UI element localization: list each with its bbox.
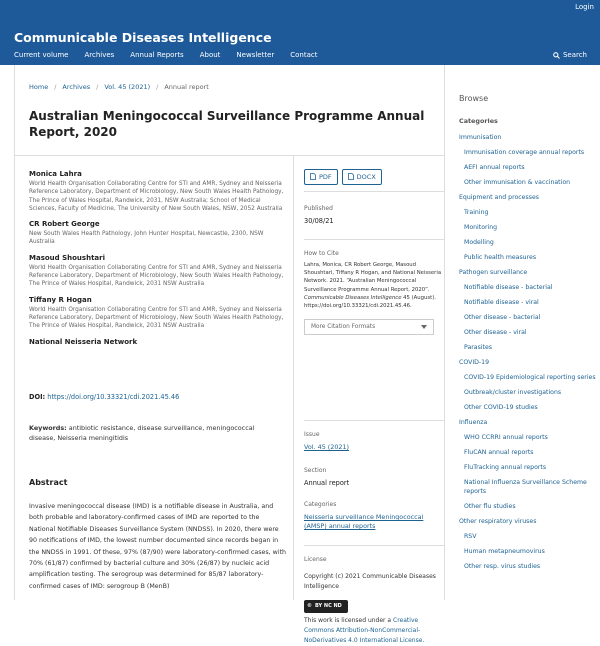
citation-formats-label: More Citation Formats <box>311 324 376 331</box>
author-item <box>29 254 284 289</box>
published-label: Published <box>304 205 333 212</box>
nav-annual-reports[interactable]: Annual Reports <box>130 51 184 59</box>
breadcrumb-archives[interactable]: Archives <box>62 83 91 91</box>
nav-contact[interactable]: Contact <box>290 51 318 59</box>
categories-heading: Categories <box>459 117 498 125</box>
sidebar-subcategory-item[interactable]: RSV <box>464 533 477 540</box>
author-name: Tiffany R Hogan <box>29 295 92 304</box>
section-label: Section <box>304 467 327 474</box>
license-link[interactable]: Creative Commons Attribution-NonCommercial-NoDerivatives 4.0 International License. <box>304 616 425 644</box>
author-name: Monica Lahra <box>29 170 82 178</box>
sidebar-category-item[interactable]: Equipment and processes <box>459 194 539 201</box>
keywords-value: antibiotic resistance, disease surveillance, meningococcal disease, Neisseria meningitidis <box>29 424 255 442</box>
sidebar-subcategory-item[interactable]: Other immunisation & vaccination <box>464 179 571 186</box>
sidebar-subcategory-item[interactable]: Other disease - bacterial <box>464 314 541 321</box>
cc-icon: © <box>307 603 312 609</box>
author-list <box>29 170 284 353</box>
author-name: CR Robert George <box>29 220 100 229</box>
license-text <box>304 616 444 646</box>
sidebar-subcategory-item[interactable]: Human metapneumovirus <box>464 548 545 555</box>
sidebar-category-item[interactable]: Pathogen surveillance <box>459 269 528 276</box>
sidebar-subcategory-item[interactable]: Immunisation coverage annual reports <box>464 149 585 156</box>
search-icon <box>553 52 560 59</box>
docx-label: DOCX <box>356 172 376 181</box>
breadcrumb-home[interactable]: Home <box>29 83 49 91</box>
copyright-text: Copyright (c) 2021 Communicable Diseases Intelligence <box>304 573 436 590</box>
chevron-down-icon <box>421 325 427 329</box>
citation-tail: 45 (August). https://doi.org/10.33321/cdi.2021.45.46. <box>304 294 436 310</box>
author-item <box>29 338 284 346</box>
cc-badge-text: BY NC ND <box>315 603 342 609</box>
license-label: License <box>304 556 327 563</box>
sidebar-category-item[interactable]: Immunisation <box>459 134 502 141</box>
breadcrumb <box>29 83 209 91</box>
sidebar-category-item[interactable]: Other respiratory viruses <box>459 518 537 525</box>
file-icon <box>348 173 354 180</box>
sidebar-subcategory-item[interactable]: Parasites <box>464 344 492 351</box>
divider <box>304 191 444 192</box>
category-link[interactable]: Neisseria surveillance Meningococcal (AMSP) annual reports <box>304 513 424 530</box>
sidebar-subcategory-item[interactable]: WHO CCRRI annual reports <box>464 434 548 441</box>
sidebar-category-item[interactable]: Influenza <box>459 419 488 426</box>
keywords-label: Keywords: <box>29 424 67 432</box>
author-item <box>29 220 284 247</box>
nav-newsletter[interactable]: Newsletter <box>236 51 275 59</box>
abstract-heading: Abstract <box>29 478 68 487</box>
column-divider <box>293 155 294 600</box>
nav-archives[interactable]: Archives <box>84 51 115 59</box>
doi-line <box>29 393 179 401</box>
sidebar-subcategory-item[interactable]: Monitoring <box>464 224 498 231</box>
citation-block <box>304 250 444 335</box>
author-affiliation: New South Wales Health Pathology, John Hunter Hospital, Newcastle, 2300, NSW Australia <box>29 231 264 246</box>
sidebar-subcategory-item[interactable]: Other flu studies <box>464 503 516 510</box>
doi-link[interactable]: https://doi.org/10.33321/cdi.2021.45.46 <box>47 393 180 401</box>
cite-label: How to Cite <box>304 250 339 257</box>
breadcrumb-separator: / <box>96 83 99 91</box>
breadcrumb-issue[interactable]: Vol. 45 (2021) <box>104 83 151 91</box>
categories-label: Categories <box>304 501 337 508</box>
category-list <box>459 133 599 571</box>
published-block <box>304 205 334 225</box>
categories-block <box>304 501 444 531</box>
sidebar-subcategory-item[interactable]: Public health measures <box>464 254 537 261</box>
author-affiliation: World Health Organisation Collaborating Centre for STI and AMR, Sydney and Neisseria Reference Laboratory, Department of Microbiology, New South Wales Health Pathology, The Prince of Wales Hospital, Randwick, 2031 NSW Australia <box>29 306 284 330</box>
pdf-button[interactable] <box>304 169 338 185</box>
page-title: Australian Meningococcal Surveillance Programme Annual Report, 2020 <box>29 109 425 139</box>
author-name: Masoud Shoushtari <box>29 253 105 262</box>
search-button[interactable] <box>553 51 587 59</box>
divider <box>304 420 444 421</box>
nav-about[interactable]: About <box>199 51 221 59</box>
divider <box>304 545 444 546</box>
author-item <box>29 296 284 331</box>
author-affiliation: World Health Organisation Collaborating Centre for STI and AMR, Sydney and Neisseria Reference Laboratory, Department of Microbiology, New South Wales Health Pathology, The Prince of Wales Hospital, Randwick, 2031 NSW Australia <box>29 264 284 288</box>
section-value: Annual report <box>304 479 350 487</box>
sidebar-subcategory-item[interactable]: National Influenza Surveillance Scheme reports <box>464 479 587 495</box>
login-link[interactable]: Login <box>575 3 594 11</box>
breadcrumb-separator: / <box>54 83 57 91</box>
search-label: Search <box>562 51 587 59</box>
sidebar-subcategory-item[interactable]: Outbreak/cluster investigations <box>464 389 562 396</box>
site-header <box>0 0 600 65</box>
doi-label: DOI: <box>29 393 46 401</box>
sidebar-subcategory-item[interactable]: AEFI annual reports <box>464 164 525 171</box>
author-affiliation: World Health Organisation Collaborating Centre for STI and AMR, Sydney and Neisseria Reference Laboratory, Department of Microbiology, New South Wales Health Pathology, The Prince of Wales Hospital, Randwick, 2031, NSW Australia; School of Medical Sciences, Faculty of Medicine, The University of New South Wales, NSW, 2052 Australia <box>29 181 284 212</box>
sidebar-subcategory-item[interactable]: Other resp. virus studies <box>464 563 541 570</box>
author-name: National Neisseria Network <box>29 337 138 346</box>
license-block <box>304 556 444 646</box>
galley-links <box>304 165 386 185</box>
citation-journal: Communicable Diseases Intelligence <box>304 294 402 301</box>
sidebar-subcategory-item[interactable]: FluTracking annual reports <box>464 464 547 471</box>
nav-current-volume[interactable]: Current volume <box>14 51 69 59</box>
cc-license-badge[interactable] <box>304 600 348 613</box>
article-main <box>14 65 445 644</box>
divider <box>15 155 444 156</box>
sidebar-subcategory-item[interactable]: Other COVID-19 studies <box>464 404 538 411</box>
license-prefix: This work is licensed under a <box>304 616 394 624</box>
citation-main: Lahra, Monica, CR Robert George, Masoud Shoushtari, Tiffany R Hogan, and National Neisseria Network. 2021. “Australian Meningococcal Surveillance Programme Annual Report, 2020”. <box>304 262 442 293</box>
sidebar-subcategory-item[interactable]: Other disease - viral <box>464 329 527 336</box>
sidebar-category-item[interactable]: COVID-19 <box>459 359 490 366</box>
main-nav <box>14 51 334 59</box>
sidebar-subcategory-item[interactable]: Notifiable disease - bacterial <box>464 284 553 291</box>
published-date: 30/08/21 <box>304 217 334 225</box>
docx-button[interactable] <box>342 169 382 185</box>
sidebar-subcategory-item[interactable]: Modelling <box>464 239 494 246</box>
browse-heading: Browse <box>459 94 489 103</box>
issue-link[interactable]: Vol. 45 (2021) <box>304 443 350 451</box>
file-icon <box>310 173 316 180</box>
sidebar-subcategory-item[interactable]: Notifiable disease - viral <box>464 299 539 306</box>
sidebar <box>459 94 599 577</box>
abstract-text: Invasive meningococcal disease (IMD) is a notifiable disease in Australia, and both probable and laboratory-confirmed cases of IMD are reported to the National Notifiable Diseases Surveillance System (NNDSS). In 2020, there were 90 notifications of IMD, the lowest number documented since records began in the NNDSS in 1991. Of these, 97% (87/90) were laboratory-confirmed cases, with 70% (61/87) confirmed by bacterial culture and 30% (26/87) by nucleic acid amplification testing. The serogroup was determined for 85/87 laboratory-confirmed cases of IMD: serogroup B (MenB) <box>29 503 287 590</box>
keywords <box>29 423 279 443</box>
sidebar-subcategory-item[interactable]: Training <box>464 209 489 216</box>
citation-formats-dropdown[interactable] <box>304 319 434 335</box>
sidebar-subcategory-item[interactable]: FluCAN annual reports <box>464 449 534 456</box>
section-block <box>304 467 349 487</box>
sidebar-subcategory-item[interactable]: COVID-19 Epidemiological reporting series <box>464 374 596 381</box>
issue-label: Issue <box>304 431 320 438</box>
author-item <box>29 170 284 213</box>
divider <box>304 239 444 240</box>
pdf-label: PDF <box>319 172 332 181</box>
breadcrumb-current: Annual report <box>164 83 209 91</box>
citation-text <box>304 261 444 310</box>
breadcrumb-separator: / <box>156 83 159 91</box>
issue-block <box>304 431 349 452</box>
site-title[interactable]: Communicable Diseases Intelligence <box>14 30 272 45</box>
